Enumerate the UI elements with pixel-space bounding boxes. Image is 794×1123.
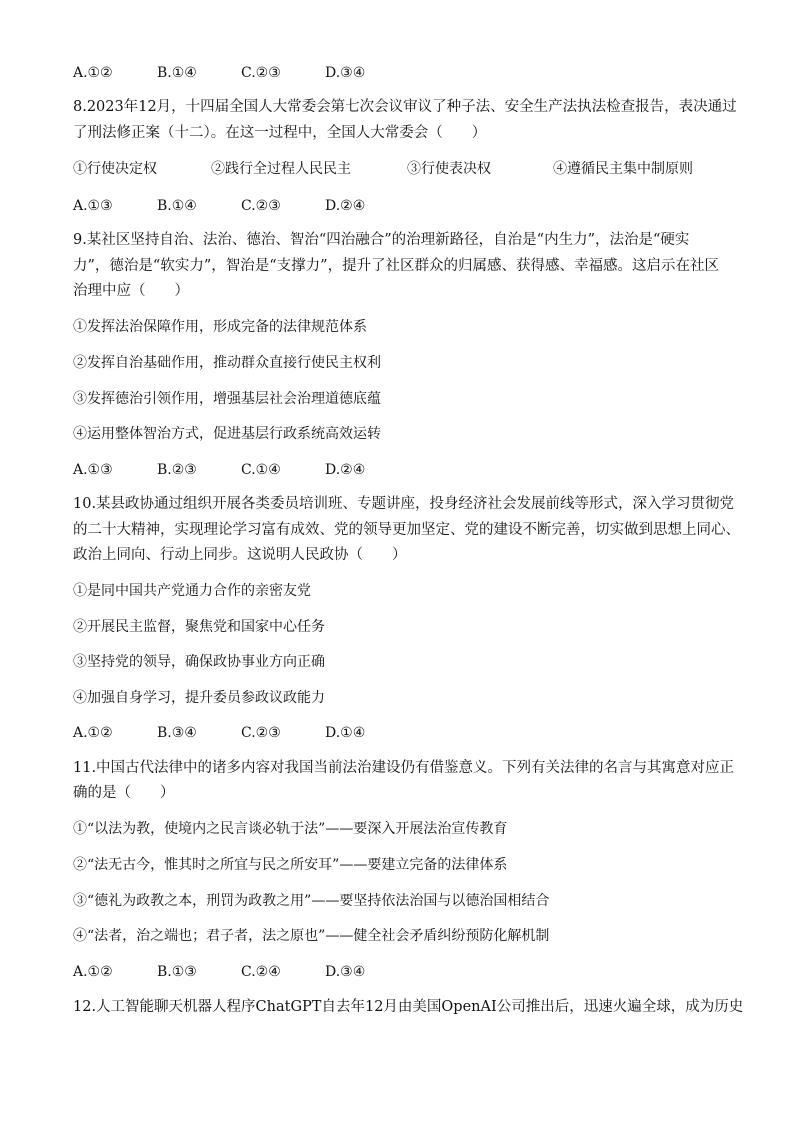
option-a: A.①③ xyxy=(73,462,113,478)
q8-items xyxy=(73,160,732,178)
q9-item-3: ③发挥德治引领作用，增强基层社会治理道德底蕴 xyxy=(73,391,381,407)
q9-item-4: ④运用整体智治方式，促进基层行政系统高效运转 xyxy=(73,426,381,442)
option-a: A.①② xyxy=(73,964,113,980)
q12-stem-line-1: 12.人工智能聊天机器人程序ChatGPT自去年12月由美国OpenAI公司推出后，迅速火遍全球，成为历史 xyxy=(73,999,744,1015)
q10-item-2: ②开展民主监督，聚焦党和国家中心任务 xyxy=(73,619,325,635)
q10-options xyxy=(73,724,732,742)
q9-item-2: ②发挥自治基础作用，推动群众直接行使民主权利 xyxy=(73,355,381,371)
option-d: D.①④ xyxy=(325,725,366,741)
q11-stem-line-2: 确的是（ ） xyxy=(73,785,175,801)
q10-stem-line-1: 10.某县政协通过组织开展各类委员培训班、专题讲座，投身经济社会发展前线等形式，深入学习贯彻党 xyxy=(73,496,735,512)
q9-stem-line-2: 力”，德治是“软实力”，智治是“支撑力”，提升了社区群众的归属感、获得感、幸福感。这启示在社区 xyxy=(73,258,720,274)
q11-item-4: ④“法者，治之端也；君子者，法之原也”——健全社会矛盾纠纷预防化解机制 xyxy=(73,928,550,944)
q11-options xyxy=(73,963,732,981)
option-c: C.①④ xyxy=(241,462,281,478)
option-a: A.①② xyxy=(73,725,113,741)
option-b: B.①④ xyxy=(157,198,197,214)
option-c: C.②③ xyxy=(241,198,281,214)
q11-item-2: ②“法无古今，惟其时之所宜与民之所安耳”——要建立完备的法律体系 xyxy=(73,857,508,873)
option-c: C.②③ xyxy=(241,725,281,741)
q7-options xyxy=(73,64,732,82)
q8-item-4: ④遵循民主集中制原则 xyxy=(553,161,693,177)
option-b: B.①③ xyxy=(157,964,197,980)
option-d: D.②④ xyxy=(325,462,366,478)
q9-stem-line-1: 9.某社区坚持自治、法治、德治、智治“四治融合”的治理新路径，自治是“内生力”，法治是“硬实 xyxy=(73,232,690,248)
option-c: C.②④ xyxy=(241,964,281,980)
option-b: B.②③ xyxy=(157,462,197,478)
q10-stem-line-3: 政治上同向、行动上同步。这说明人民政协（ ） xyxy=(73,547,407,563)
option-b: B.①④ xyxy=(157,65,197,81)
q10-item-3: ③坚持党的领导，确保政协事业方向正确 xyxy=(73,654,325,670)
q11-item-3: ③“德礼为政教之本，刑罚为政教之用”——要坚持依法治国与以德治国相结合 xyxy=(73,893,550,909)
q8-stem-line-2: 了刑法修正案（十二）。在这一过程中，全国人大常委会（ ） xyxy=(73,125,487,141)
q8-options xyxy=(73,197,732,215)
option-d: D.③④ xyxy=(325,65,366,81)
q10-stem-line-2: 的二十大精神，实现理论学习富有成效、党的领导更加坚定、党的建设不断完善，切实做到思想上同心、 xyxy=(73,522,740,538)
q8-item-1: ①行使决定权 xyxy=(73,161,157,177)
q9-options xyxy=(73,461,732,479)
option-a: A.①② xyxy=(73,65,113,81)
q8-item-2: ②践行全过程人民民主 xyxy=(211,161,351,177)
option-c: C.②③ xyxy=(241,65,281,81)
option-a: A.①③ xyxy=(73,198,113,214)
q8-stem-line-1: 8.2023年12月，十四届全国人大常委会第七次会议审议了种子法、安全生产法执法检查报告，表决通过 xyxy=(73,99,737,115)
q11-item-1: ①“以法为教，使境内之民言谈必轨于法”——要深入开展法治宣传教育 xyxy=(73,821,508,837)
option-d: D.③④ xyxy=(325,964,366,980)
option-d: D.②④ xyxy=(325,198,366,214)
q8-item-3: ③行使表决权 xyxy=(407,161,491,177)
q11-stem-line-1: 11.中国古代法律中的诸多内容对我国当前法治建设仍有借鉴意义。下列有关法律的名言与其寓意对应正 xyxy=(73,760,735,776)
q9-item-1: ①发挥法治保障作用，形成完备的法律规范体系 xyxy=(73,319,367,335)
q10-item-1: ①是同中国共产党通力合作的亲密友党 xyxy=(73,583,311,599)
option-b: B.③④ xyxy=(157,725,197,741)
q10-item-4: ④加强自身学习，提升委员参政议政能力 xyxy=(73,690,325,706)
q9-stem-line-3: 治理中应（ ） xyxy=(73,283,189,299)
